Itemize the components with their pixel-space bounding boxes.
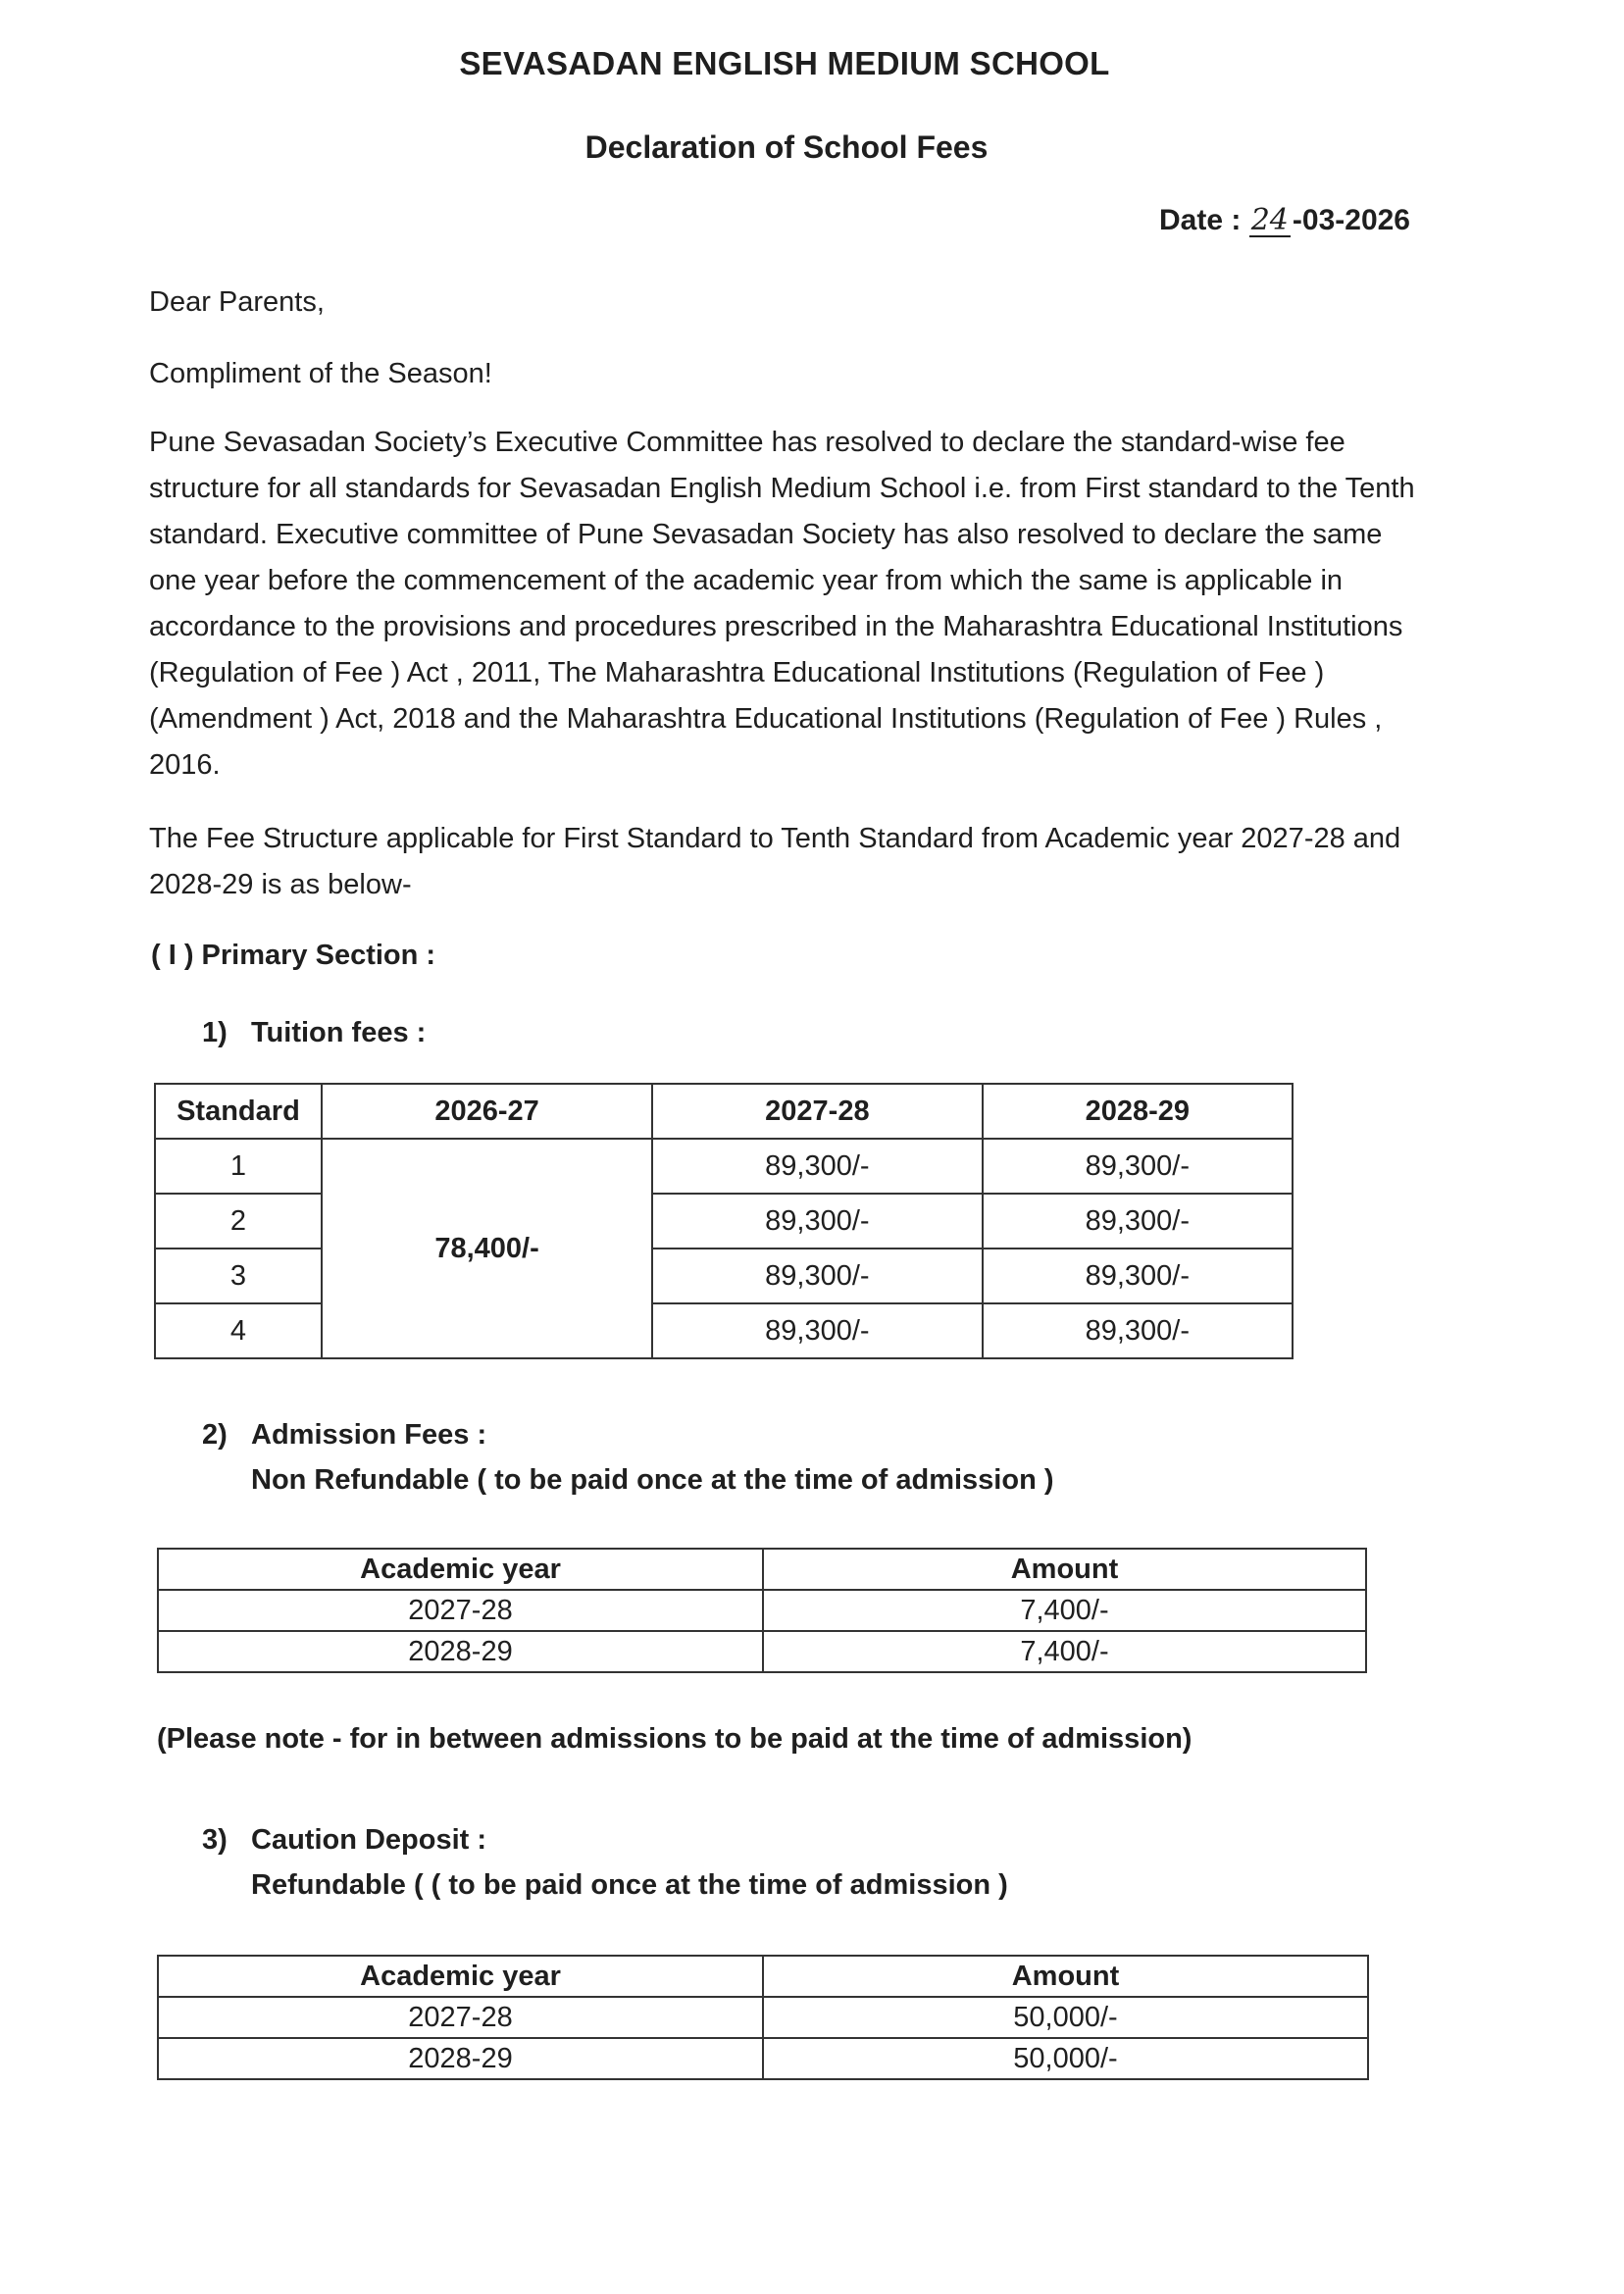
academic-year-cell: 2027-28: [158, 1590, 763, 1631]
fee-2027-28-cell: 89,300/-: [652, 1139, 982, 1194]
header-amount: Amount: [763, 1549, 1366, 1590]
standard-cell: 3: [155, 1249, 322, 1303]
tuition-fees-table: [154, 1083, 1294, 1359]
amount-cell: 7,400/-: [763, 1631, 1366, 1672]
document-title: Declaration of School Fees: [584, 129, 989, 165]
greeting: Compliment of the Season!: [149, 358, 492, 389]
table-row: [158, 2038, 1368, 2079]
date-line: [1159, 204, 1410, 237]
caution-subtitle: Refundable ( ( to be paid once at the time of admission ): [251, 1869, 1008, 1901]
fee-2026-27-merged-cell: 78,400/-: [322, 1139, 652, 1358]
tuition-number: 1): [202, 1017, 228, 1048]
date-day-handwritten: 24: [1250, 203, 1289, 237]
fee-2027-28-cell: 89,300/-: [652, 1249, 982, 1303]
table-header-row: [158, 1956, 1368, 1997]
academic-year-cell: 2028-29: [158, 1631, 763, 1672]
tuition-fees-heading: [202, 1010, 426, 1055]
caution-deposit-table: [157, 1955, 1369, 2080]
amount-cell: 50,000/-: [763, 1997, 1368, 2038]
school-name: SEVASADAN ENGLISH MEDIUM SCHOOL: [459, 45, 1110, 81]
fee-2027-28-cell: 89,300/-: [652, 1303, 982, 1358]
caution-number: 3): [202, 1824, 228, 1856]
header-academic-year: Academic year: [158, 1956, 763, 1997]
admission-fees-heading: [202, 1412, 1054, 1503]
header-amount: Amount: [763, 1956, 1368, 1997]
header-2028-29: 2028-29: [983, 1084, 1293, 1139]
standard-cell: 1: [155, 1139, 322, 1194]
amount-cell: 7,400/-: [763, 1590, 1366, 1631]
table-row: [158, 1997, 1368, 2038]
table-header-row: [155, 1084, 1293, 1139]
table-row: [155, 1139, 1293, 1194]
letter-body: Pune Sevasadan Society’s Executive Committee has resolved to declare the standard-wise fee structure for all standards for Sevasadan English Medium School i.e. from First standard to the Tenth standard. Executive committee of Pune Sevasadan Society has also resolved to declare the same one year before the commencement of the academic year from which the same is applicable in accordance to the provisions and procedures prescribed in the Maharashtra Educational Institutions (Regulation of Fee ) Act , 2011, The Maharashtra Educational Institutions (Regulation of Fee ) (Amendment ) Act, 2018 and the Maharashtra Educational Institutions (Regulation of Fee ) Rules , 2016.: [149, 427, 1415, 781]
admission-title: Admission Fees :: [251, 1419, 487, 1451]
standard-cell: 4: [155, 1303, 322, 1358]
header-academic-year: Academic year: [158, 1549, 763, 1590]
date-month-year: -03-2026: [1292, 204, 1410, 236]
fee-2028-29-cell: 89,300/-: [983, 1249, 1293, 1303]
header-2027-28: 2027-28: [652, 1084, 982, 1139]
tuition-title: Tuition fees :: [251, 1017, 427, 1048]
academic-year-cell: 2027-28: [158, 1997, 763, 2038]
fee-structure-intro: The Fee Structure applicable for First Standard to Tenth Standard from Academic year 2027-28 and 2028-29 is as below-: [149, 823, 1401, 900]
admission-subtitle: Non Refundable ( to be paid once at the time of admission ): [251, 1464, 1054, 1496]
admission-note: (Please note - for in between admissions to be paid at the time of admission): [157, 1723, 1193, 1755]
table-row: [158, 1631, 1366, 1672]
admission-number: 2): [202, 1419, 228, 1451]
header-2026-27: 2026-27: [322, 1084, 652, 1139]
header-standard: Standard: [155, 1084, 322, 1139]
standard-cell: 2: [155, 1194, 322, 1249]
table-header-row: [158, 1549, 1366, 1590]
primary-section-heading: ( I ) Primary Section :: [151, 940, 436, 971]
caution-title: Caution Deposit :: [251, 1824, 487, 1856]
fee-2028-29-cell: 89,300/-: [983, 1303, 1293, 1358]
amount-cell: 50,000/-: [763, 2038, 1368, 2079]
salutation: Dear Parents,: [149, 286, 325, 318]
date-label: Date :: [1159, 204, 1242, 236]
academic-year-cell: 2028-29: [158, 2038, 763, 2079]
caution-deposit-heading: [202, 1817, 1008, 1908]
table-row: [158, 1590, 1366, 1631]
fee-2028-29-cell: 89,300/-: [983, 1139, 1293, 1194]
fee-2028-29-cell: 89,300/-: [983, 1194, 1293, 1249]
fee-2027-28-cell: 89,300/-: [652, 1194, 982, 1249]
admission-fees-table: [157, 1548, 1367, 1673]
